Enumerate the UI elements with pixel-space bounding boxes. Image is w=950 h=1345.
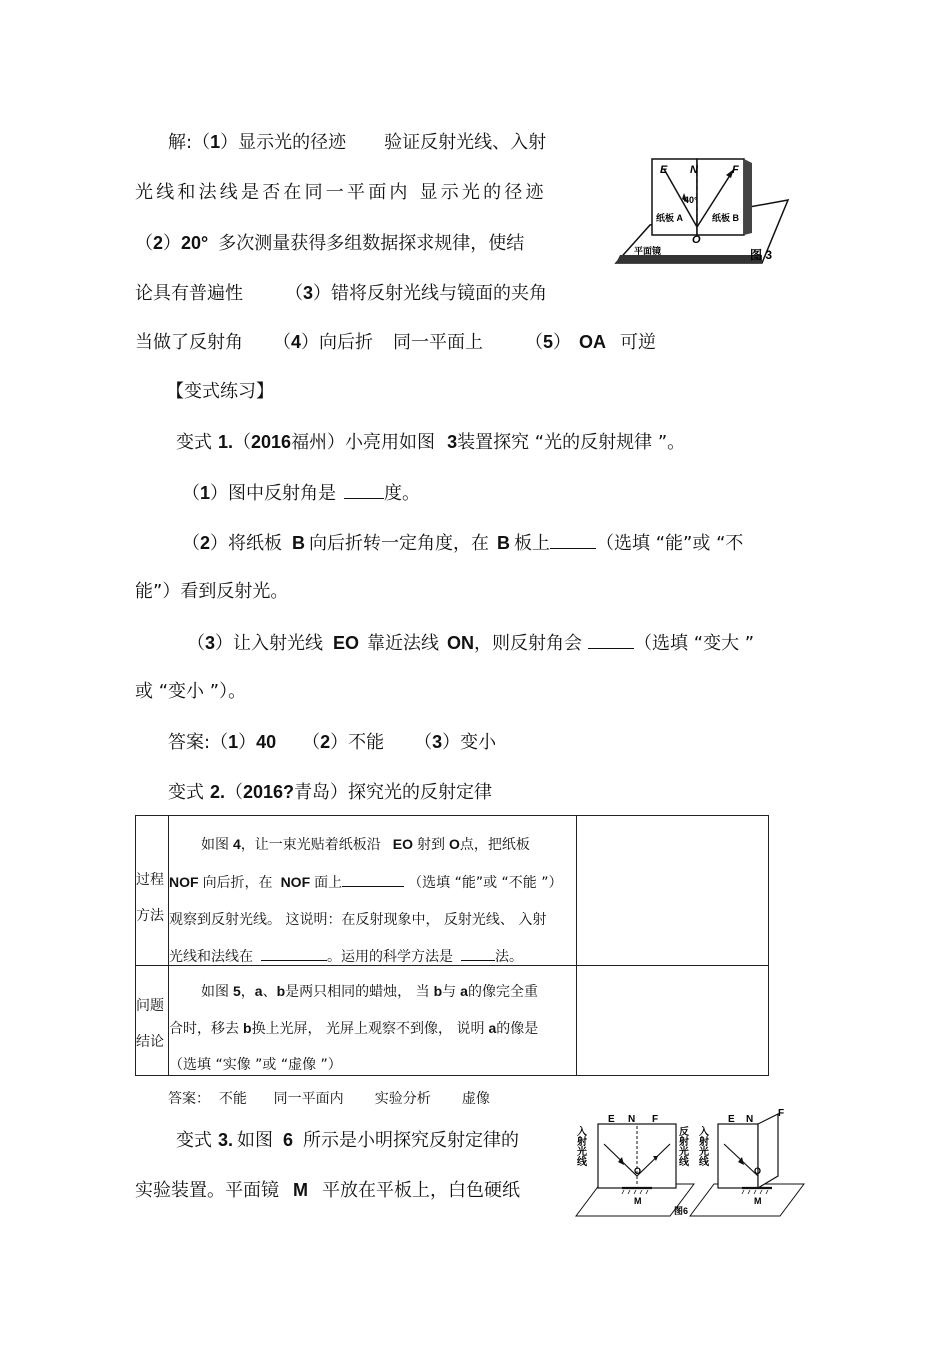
- text: 2: [200, 533, 211, 553]
- figure-6-caption: 图6: [674, 1206, 689, 1216]
- row-2-line-2: [169, 1010, 538, 1047]
- text: 变式: [176, 1130, 212, 1151]
- text: 观察到反射光线。 这说明：在反射现象中， 反射光线、 入射: [169, 912, 547, 928]
- row-1-content: [169, 826, 563, 976]
- text: 法。: [495, 949, 523, 965]
- text: 40: [256, 732, 277, 752]
- text: M: [293, 1180, 308, 1200]
- answer-blank: [342, 872, 404, 887]
- text: ）让入射光线: [215, 633, 324, 654]
- answer-blank: [588, 630, 634, 649]
- text: （: [414, 732, 433, 753]
- text: EO: [392, 836, 414, 852]
- text: ）: [553, 332, 572, 353]
- left-label-m: M: [634, 1196, 642, 1206]
- text: 20°: [181, 233, 209, 253]
- text: b: [433, 983, 443, 999]
- text: 3: [205, 633, 216, 653]
- variant-1-q2-cont: [135, 580, 288, 604]
- text: 平放在平板上，白色硬纸: [322, 1180, 520, 1201]
- text: （: [273, 332, 291, 353]
- text: 所示是小明探究反射定律的: [303, 1130, 520, 1151]
- text: 2.: [210, 782, 226, 802]
- left-label-o: O: [634, 1166, 642, 1176]
- text: 的像是: [496, 1021, 539, 1037]
- variant-3-heading: [176, 1128, 519, 1153]
- figure-6-diagram: [570, 1108, 806, 1224]
- text: （选填 “能”或 “不能 ”）: [408, 875, 563, 891]
- text: ）不能: [330, 732, 385, 753]
- text: ）显示光的径迹: [220, 132, 347, 153]
- text: 1: [200, 483, 211, 503]
- text: 论具有普遍性: [135, 283, 243, 304]
- text: 1: [228, 732, 239, 752]
- row-2-line-3: [169, 1047, 538, 1083]
- left-incident-label: 入射光线: [574, 1126, 586, 1166]
- text: 合时，移去: [169, 1021, 239, 1037]
- text: NOF: [169, 874, 199, 890]
- text: 问题: [136, 998, 164, 1014]
- text: ）将纸板: [210, 533, 283, 554]
- text: 验证反射光线、入射: [384, 132, 547, 153]
- answer-blank: [261, 946, 327, 961]
- text: 【变式练习】: [166, 381, 274, 402]
- right-label-f: F: [778, 1108, 785, 1119]
- answer-blank: [461, 946, 495, 961]
- text: 、: [262, 984, 277, 1000]
- variant-3-line-2: [135, 1178, 520, 1203]
- label-o: O: [692, 234, 701, 246]
- variant-1-q1: [182, 480, 420, 506]
- solution-line-5: [135, 330, 656, 355]
- text: 过程: [136, 872, 164, 888]
- text: （: [525, 332, 544, 353]
- text: 1.: [218, 432, 234, 452]
- text: （: [302, 732, 321, 753]
- text: 能”）看到反射光。: [135, 581, 289, 602]
- text: 靠近法线: [367, 633, 440, 654]
- text: 换上光屏， 光屏上观察不到像， 说明: [251, 1021, 485, 1037]
- text: 或 “变小 ”）。: [135, 681, 247, 702]
- text: ，则反射角会: [474, 633, 583, 654]
- text: 如图: [201, 984, 229, 1000]
- text: 方法: [136, 908, 164, 924]
- left-label-n: N: [628, 1114, 636, 1125]
- text: （: [233, 432, 252, 453]
- text: 多次测量获得多组数据探求规律，使结: [218, 233, 525, 254]
- right-label-o: O: [754, 1166, 762, 1176]
- figure-3-diagram: [612, 155, 790, 267]
- text: （选填 “变大 ”: [634, 633, 755, 654]
- text: ，: [240, 984, 255, 1000]
- text: ON: [447, 633, 475, 653]
- right-board-b: [758, 1114, 778, 1188]
- text: 4: [291, 332, 302, 352]
- text: 射到: [417, 837, 446, 853]
- row-2-label: [136, 988, 164, 1060]
- text: ，让一束光贴着纸板沿: [240, 837, 381, 853]
- text: 1: [210, 132, 221, 152]
- right-board-a: [718, 1124, 758, 1188]
- text: b: [276, 983, 286, 999]
- text: ）: [238, 732, 257, 753]
- text: 光线和法线是否在同一平面内 显示光的径迹: [135, 182, 547, 203]
- text: EO: [333, 633, 360, 653]
- text: 点，把纸板: [459, 837, 530, 853]
- left-label-e: E: [608, 1114, 615, 1125]
- solution-line-2: [135, 181, 547, 205]
- label-f: F: [732, 164, 739, 176]
- text: 答案:（: [168, 732, 229, 753]
- text: （: [187, 633, 205, 654]
- text: 度。: [384, 483, 421, 504]
- text: ）错将反射光线与镜面的夹角: [313, 283, 548, 304]
- text: 2: [320, 732, 331, 752]
- text: 向后折，在: [202, 875, 273, 891]
- text: 可逆: [620, 332, 657, 353]
- figure-3-caption: 图 3: [750, 248, 773, 262]
- left-label-f: F: [652, 1114, 659, 1125]
- text: ）向后折: [301, 332, 374, 353]
- text: 5: [233, 983, 241, 999]
- row-1-line-4: [169, 939, 563, 976]
- text: 板上: [514, 533, 551, 554]
- row-1-line-2: [169, 864, 563, 902]
- text: 4: [233, 836, 241, 852]
- text: 3.: [218, 1130, 234, 1150]
- text: B: [497, 533, 511, 553]
- label-board-b: 纸板 B: [712, 213, 740, 223]
- text: 的像完全重: [467, 984, 538, 1000]
- row-1-label: [136, 862, 164, 934]
- section-title: [166, 380, 274, 404]
- text: 向后折转一定角度，在: [309, 533, 490, 554]
- text: （: [285, 283, 303, 304]
- label-angle: 40°: [684, 195, 698, 205]
- text: 结论: [136, 1034, 164, 1050]
- text: NOF: [280, 874, 311, 890]
- text: （选填 “能”或 “不: [596, 533, 744, 554]
- text: B: [292, 533, 306, 553]
- text: （: [182, 483, 200, 504]
- variant-1-heading: [176, 430, 685, 455]
- text: 解:（: [168, 132, 211, 153]
- text: 同一平面上: [393, 332, 484, 353]
- text: 面上: [314, 875, 343, 891]
- text: a: [460, 983, 468, 999]
- text: 装置探究 “光的反射规律 ”。: [457, 432, 686, 453]
- variant-1-q3-cont: [135, 680, 246, 704]
- left-reflected-label: 反射光线: [676, 1126, 688, 1166]
- text: 如图: [201, 837, 229, 853]
- text: （: [182, 533, 200, 554]
- text: O: [449, 836, 460, 852]
- label-e: E: [660, 164, 668, 176]
- text: ）: [163, 233, 182, 254]
- text: OA: [579, 332, 607, 352]
- label-n: N: [690, 164, 698, 176]
- text: （: [135, 233, 153, 254]
- answer-blank: [344, 480, 384, 499]
- text: 实验装置。平面镜: [135, 1180, 279, 1201]
- row-2-content: [169, 973, 538, 1083]
- text: ）变小: [442, 732, 497, 753]
- text: b: [243, 1020, 252, 1036]
- text: （选填 “实像 ”或 “虚像 ”）: [169, 1057, 342, 1073]
- text: 6: [283, 1130, 294, 1150]
- text: a: [254, 983, 263, 999]
- table-col-divider: [576, 816, 577, 1075]
- text: ）图中反射角是: [210, 483, 337, 504]
- text: 2: [153, 233, 164, 253]
- solution-line-4: [135, 281, 547, 306]
- text: 福州）小亮用如图: [291, 432, 436, 453]
- text: 青岛）探究光的反射定律: [294, 782, 493, 803]
- variant-1-answer: [168, 730, 496, 755]
- row-2-line-1: [169, 973, 538, 1010]
- text: 如图: [237, 1130, 274, 1151]
- text: （: [225, 782, 244, 803]
- row-1-line-3: [169, 902, 563, 939]
- text: 2016: [251, 432, 292, 452]
- text: 5: [543, 332, 554, 352]
- solution-line-1: [168, 130, 546, 155]
- label-mirror: 平面镜: [634, 246, 662, 256]
- experiment-table: [135, 815, 769, 1076]
- text: 答案： 不能 同一平面内 实验分析 虚像: [168, 1091, 490, 1107]
- text: 变式: [176, 432, 212, 453]
- row-1-line-1: [169, 826, 563, 864]
- right-label-n: N: [746, 1114, 754, 1125]
- text: 光线和法线在: [169, 949, 253, 965]
- board-right-face: [744, 159, 752, 235]
- mirror-shade: [616, 255, 762, 263]
- text: 是两只相同的蜡烛， 当: [285, 984, 430, 1000]
- text: 当做了反射角: [135, 332, 243, 353]
- right-label-e: E: [728, 1114, 735, 1125]
- text: 3: [447, 432, 458, 452]
- text: 2016?: [243, 782, 295, 802]
- right-label-m: M: [754, 1196, 762, 1206]
- label-board-a: 纸板 A: [656, 213, 684, 223]
- text: 。运用的科学方法是: [327, 949, 453, 965]
- text: 3: [432, 732, 443, 752]
- variant-1-q2: [182, 530, 743, 556]
- text: a: [488, 1020, 497, 1036]
- answer-blank: [550, 530, 596, 549]
- text: 变式: [168, 782, 204, 803]
- variant-2-answer: [168, 1088, 490, 1108]
- text: 3: [303, 283, 314, 303]
- right-incident-label: 入射光线: [696, 1126, 708, 1166]
- variant-2-heading: [168, 780, 492, 805]
- text: 与: [442, 984, 457, 1000]
- solution-line-3: [135, 231, 524, 256]
- variant-1-q3: [187, 630, 754, 656]
